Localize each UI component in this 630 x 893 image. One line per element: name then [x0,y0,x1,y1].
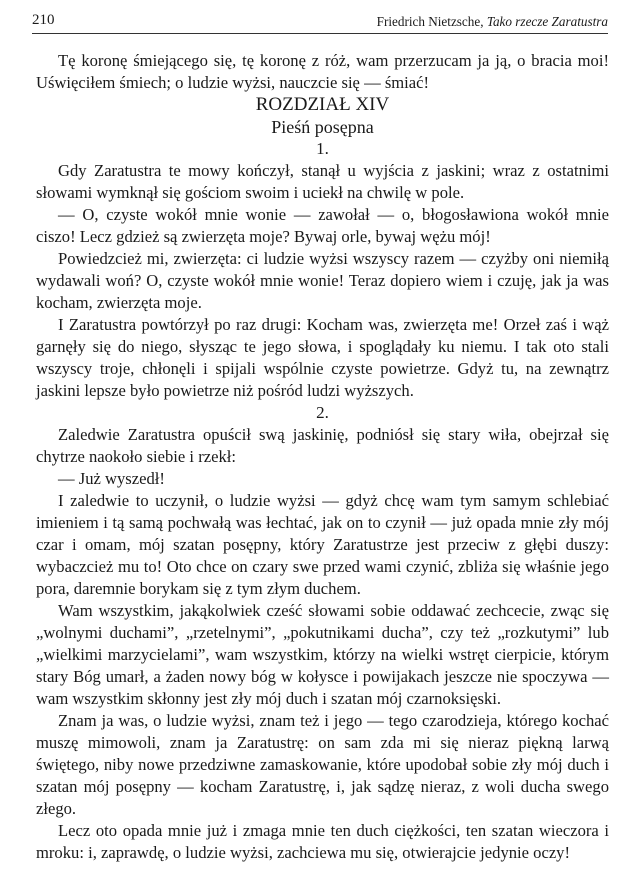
running-author: Friedrich Nietzsche, [376,14,487,29]
section-number: 1. [316,139,329,158]
paragraph: Gdy Zaratustra te mowy kończył, stanął u wyjścia z jaskini; wraz z ostatnimi słowami wymknął się gościom swoim i uciekł na chwilę w pole. [36,161,609,202]
text-body [36,50,609,864]
section-number: 2. [316,403,329,422]
paragraph: — Już wyszedł! [58,469,165,488]
paragraph: Znam ja was, o ludzie wyżsi, znam też i jego — tego czarodzieja, którego kochać muszę mimowoli, znam ja Zaratustrę: on sam zda mi się nieraz piękną larwą świętego, niby nowe przedziwne zamaskowanie, które upodobał sobie zły mój duch i szatan mój posępny — kocham Zaratustrę, i, jak sądzę nieraz, z woli ducha swego złego. [36,711,609,818]
chapter-number: ROZDZIAŁ XIV [255,94,390,115]
page-number: 210 [32,12,55,28]
paragraph: Zaledwie Zaratustra opuścił swą jaskinię, podniósł się stary wiła, obejrzał się chytrze naokoło siebie i rzekł: [36,425,609,466]
running-title [377,14,608,30]
paragraph: I Zaratustra powtórzył po raz drugi: Kocham was, zwierzęta me! Orzeł zaś i wąż garnęły się do niego, słysząc te jego słowa, i spoglądały ku niemu. I tak oto stali wszyscy troje, chłonęli i spijali wspólnie czyste powietrze. Gdyż tu, na zewnątrz jaskini lepsze było powietrze niż pośród ludzi wyższych. [36,315,609,400]
paragraph: — O, czyste wokół mnie wonie — zawołał — o, błogosławiona wokół mnie ciszo! Lecz gdzież są zwierzęta moje? Bywaj orle, bywaj wężu mój! [36,205,609,246]
running-header [32,12,608,34]
paragraph: Powiedzcież mi, zwierzęta: ci ludzie wyżsi wszyscy razem — czyżby oni niemiłą wydawali woń? O, czyste wokół mnie wonie! Teraz dopiero wiem i czuję, jak ja was kocham, zwierzęta moje. [36,249,609,312]
paragraph: Tę koronę śmiejącego się, tę koronę z róż, wam przerzucam ja ją, o bracia moi! Uświęciłem śmiech; o ludzie wyżsi, nauczcie się — śmiać! [36,51,609,92]
header-rule [32,33,608,34]
chapter-title: Pieśń posępna [271,117,374,137]
paragraph: Lecz oto opada mnie już i zmaga mnie ten duch ciężkości, ten szatan wieczora i mroku: i, zaprawdę, o ludzie wyżsi, zachciewa mu się, otwierajcie jedynie oczy! [36,821,609,862]
paragraph: I zaledwie to uczynił, o ludzie wyżsi — gdyż chcę wam tym samym schlebiać imieniem i tą samą pochwałą was łechtać, jak on to czynił — już opada mnie zły mój czar i omam, mój szatan posępny, który Zaratustrze jest przeciw z głębi duszy: wybaczcież mu to! Oto chce on czary swe przed wami czynić, zbliża się właśnie jego pora, daremnie borykam się z tym złym duchem. [36,491,609,598]
running-book-title: Tako rzecze Zaratustra [486,14,608,29]
paragraph: Wam wszystkim, jakąkolwiek cześć słowami sobie oddawać zechcecie, zwąc się „wolnymi duchami”, „rzetelnymi”, „pokutnikami ducha”, czy też „rozkutymi” lub „wielkimi marzycielami”, wam wszystkim, którzy na wielki wstręt cierpicie, którym stary Bóg umarł, a żaden nowy bóg w kołysce i powijakach jeszcze nie spoczywa — wam wszystkim skłonny jest zły mój duch i szatan mój czarnoksięski. [36,601,609,708]
